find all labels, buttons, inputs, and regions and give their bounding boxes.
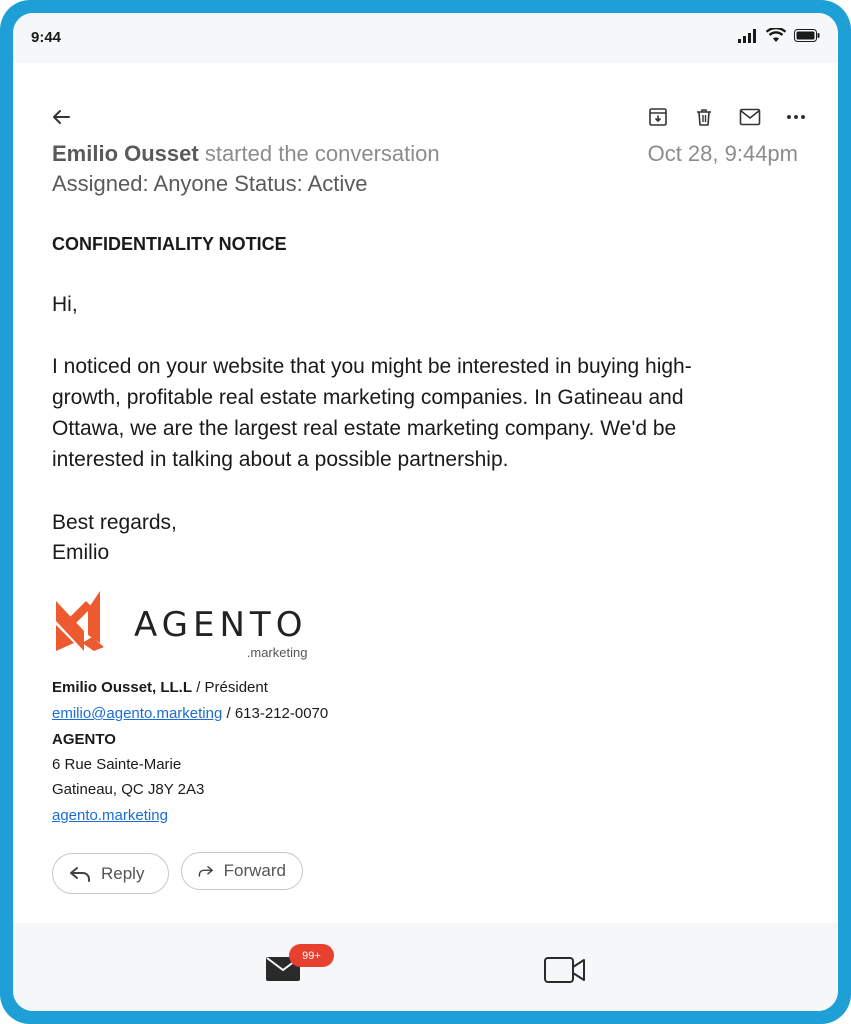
email-greeting: Hi, bbox=[52, 293, 78, 316]
signature-company-name: AGENTO bbox=[52, 731, 116, 748]
reply-label: Reply bbox=[101, 863, 145, 883]
assignment-status: Assigned: Anyone Status: Active bbox=[52, 171, 368, 196]
back-arrow-icon bbox=[49, 105, 73, 129]
conversation-header bbox=[52, 141, 440, 167]
conversation-action: started the conversation bbox=[198, 141, 440, 166]
battery-icon bbox=[794, 29, 820, 42]
signature-title: / Président bbox=[192, 679, 268, 696]
app-screen bbox=[13, 13, 838, 1011]
bottom-navigation bbox=[13, 923, 838, 1011]
status-icons bbox=[738, 28, 820, 43]
more-button[interactable] bbox=[784, 105, 808, 129]
logo-wordmark bbox=[134, 605, 308, 660]
agento-logo-mark bbox=[52, 591, 104, 651]
email-paragraph bbox=[52, 351, 772, 475]
email-signoff: Emilio bbox=[52, 541, 110, 564]
paragraph-line: I noticed on your website that you might be interested in buying high- bbox=[52, 355, 692, 378]
forward-button[interactable] bbox=[181, 852, 303, 890]
signature-email-link[interactable]: emilio@agento.marketing bbox=[52, 705, 223, 722]
status-time: 9:44 bbox=[31, 29, 62, 46]
signature-website-link[interactable]: agento.marketing bbox=[52, 807, 168, 824]
signature-phone: / 613-212-0070 bbox=[222, 705, 329, 722]
archive-icon bbox=[648, 107, 668, 127]
logo-name: AGENTO bbox=[134, 605, 308, 645]
paragraph-line: growth, profitable real estate marketing companies. In Gatineau and bbox=[52, 386, 684, 409]
message-toolbar bbox=[646, 105, 808, 129]
signature-address-2: Gatineau, QC J8Y 2A3 bbox=[52, 781, 205, 798]
reply-button[interactable] bbox=[52, 853, 169, 894]
more-icon bbox=[786, 114, 806, 120]
forward-icon bbox=[198, 862, 214, 880]
signature-company bbox=[52, 731, 116, 748]
signature-contact-line bbox=[52, 705, 328, 722]
signature-name-line bbox=[52, 679, 268, 696]
unread-badge: 99+ bbox=[289, 944, 334, 967]
archive-button[interactable] bbox=[646, 105, 670, 129]
paragraph-line: Ottawa, we are the largest real estate marketing company. We'd be bbox=[52, 417, 677, 440]
signature-name: Emilio Ousset, LL.L bbox=[52, 679, 193, 696]
logo-subtext: .marketing bbox=[246, 645, 308, 660]
email-closing: Best regards, bbox=[52, 511, 177, 534]
company-logo bbox=[52, 591, 308, 660]
delete-button[interactable] bbox=[692, 105, 716, 129]
status-bar bbox=[13, 13, 838, 63]
reply-icon bbox=[69, 865, 91, 883]
conversation-date: Oct 28, 9:44pm bbox=[647, 141, 798, 166]
wifi-icon bbox=[766, 28, 786, 43]
confidentiality-notice: CONFIDENTIALITY NOTICE bbox=[52, 234, 287, 254]
video-camera-icon bbox=[543, 955, 587, 985]
sender-name: Emilio Ousset bbox=[52, 141, 199, 166]
mark-unread-button[interactable] bbox=[738, 105, 762, 129]
back-button[interactable] bbox=[49, 105, 73, 129]
mail-icon bbox=[739, 108, 761, 126]
trash-icon bbox=[694, 107, 714, 127]
paragraph-line: interested in talking about a possible partnership. bbox=[52, 448, 509, 471]
video-tab[interactable] bbox=[543, 955, 587, 985]
signal-icon bbox=[738, 29, 758, 43]
signature-address-1: 6 Rue Sainte-Marie bbox=[52, 756, 182, 773]
forward-label: Forward bbox=[223, 861, 286, 880]
